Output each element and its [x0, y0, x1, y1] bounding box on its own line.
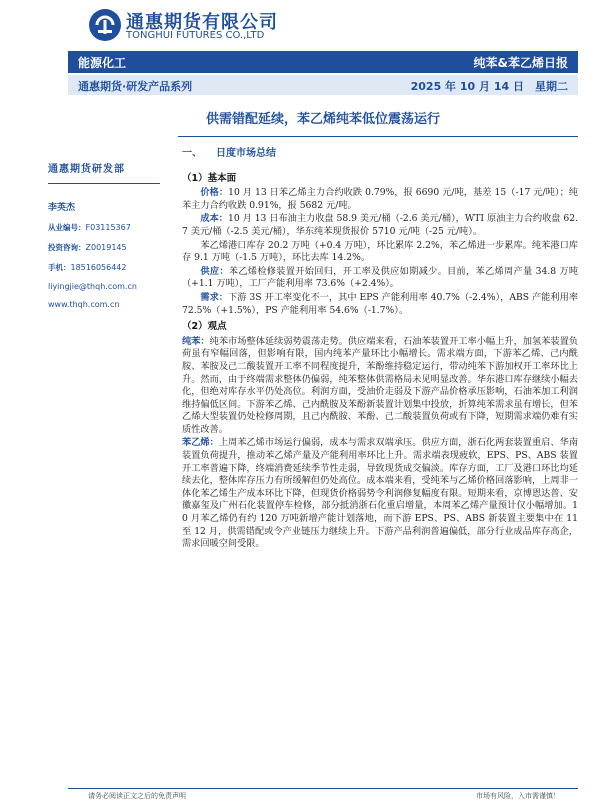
benzene-text: 纯苯市场整体延续弱势震荡走势。供应端来看，石油苯装置开工率小幅上升，加氢苯装置负荷虽有窄幅回落，但影响有限，国内纯苯产量环比小幅增长。需求端方面，下游苯乙烯、己内酰胺、苯胺及己二酸装置开工率不同程度提升，苯酚维持稳定运行，带动纯苯下游加权开工率环比上升。然而，由于终端需求整体仍偏弱，纯苯整体供需格局未见明显改善。华东港口库存继续小幅去化，但绝对库存水平仍处高位。利润方面，受油价走弱及下游产品价格承压影响，石油苯加工利润维持偏低区间。下游苯乙烯、己内酰胺及苯酚新装置计划集中投放，折算纯苯需求虽有增长，但苯乙烯大型装置仍处检修周期，且己内酰胺、苯酚、己二酸装置负荷或有下降，短期需求端仍难有实质性改善。 [182, 335, 579, 435]
price-paragraph [182, 187, 578, 212]
cost-paragraph [182, 213, 578, 238]
analyst-name: 李英杰 [48, 203, 76, 213]
supply-label: 供应： [200, 265, 229, 277]
analyst-sidebar [48, 160, 168, 309]
invest-value: Z0019145 [85, 243, 127, 252]
cert-number [48, 222, 168, 233]
company-website-link[interactable]: www.thqh.com.cn [48, 300, 120, 309]
sector-label: 能源化工 [78, 56, 127, 70]
header-band-primary [68, 51, 578, 73]
sidebar-divider [48, 183, 160, 184]
benzene-view-paragraph [182, 336, 578, 437]
demand-paragraph [182, 292, 578, 317]
company-name-en: TONGHUI FUTURES CO.,LTD [126, 30, 265, 41]
section-number: 一、 [182, 148, 202, 159]
demand-label: 需求： [200, 291, 229, 303]
team-name: 通惠期货研发部 [48, 164, 125, 175]
cert-value: F03115367 [85, 223, 131, 232]
invest-label: 投资咨询： [48, 243, 86, 252]
series-label: 通惠期货·研发产品系列 [78, 80, 193, 93]
price-label: 价格： [200, 187, 229, 199]
cost-text: 10 月 13 日布油主力收盘 58.9 美元/桶（-2.6 美元/桶），WTI 原油主力合约收盘 62.7 美元/桶（-2.5 美元/桶），华东纯苯现货报价 5710 元/吨（-25 元/吨）。 [182, 213, 579, 237]
section-heading [182, 148, 578, 161]
footer-risk-notice: 市场有风险，入市需谨慎！ [476, 792, 560, 800]
phone-number [48, 262, 168, 273]
header-band-secondary [68, 75, 578, 95]
views-heading: （2）观点 [182, 321, 227, 333]
styrene-view-paragraph [182, 437, 578, 550]
phone-value: 18516056442 [70, 263, 127, 272]
analyst-email[interactable]: liyingjie@thqh.com.cn [48, 282, 137, 291]
cert-label: 从业编号： [48, 223, 86, 232]
price-text: 10 月 13 日苯乙烯主力合约收跌 0.79%，报 6690 元/吨，基差 15（-17 元/吨）；纯苯主力合约收跌 0.91%，报 5682 元/吨。 [182, 187, 578, 211]
supply-paragraph [182, 266, 578, 291]
company-name-cn: 通惠期货有限公司 [126, 12, 278, 33]
inventory-paragraph: 苯乙烯港口库存 20.2 万吨（+0.4 万吨），环比累库 2.2%，苯乙烯进一步累库。纯苯港口库存 9.1 万吨（-1.5 万吨），环比去库 14.2%。 [182, 239, 578, 264]
section-title: 日度市场总结 [216, 148, 276, 159]
styrene-text: 上周苯乙烯市场运行偏弱，成本与需求双端承压。供应方面，浙石化两套装置重启、华南装置负荷提升，推动苯乙烯产量及产能利用率环比上升。需求端表现疲软，EPS、PS、ABS 装置开工率普遍下降，终端消费延续季节性走弱，导致现货成交偏淡。库存方面，工厂及港口环比均延续去化，整体库存压力有所缓解但仍处高位。成本端来看，受纯苯与乙烯价格回落影响，上周非一体化苯乙烯生产成本环比下降，但现货价格弱势令利润修复幅度有限。短期来看，京博恩达普、安徽嘉玺及广州石化装置停车检修，部分抵消浙石化重启增量，本周苯乙烯产量预计仅小幅增加。10 月苯乙烯仍有约 120 万吨新增产能计划落地，而下游 EPS、PS、ABS 新装置主要集中在 11 至 12 月，供需错配或令产业链压力继续上升。下游产品利润普遍偏低，部分行业成品库存高企，需求回暖空间受限。 [182, 437, 579, 550]
styrene-label: 苯乙烯： [182, 437, 219, 449]
invest-consult-number [48, 242, 168, 253]
benzene-label: 纯苯： [182, 335, 210, 347]
title-divider [178, 136, 578, 137]
report-body [182, 148, 578, 552]
basics-heading: （1）基本面 [182, 172, 237, 184]
demand-text: 下游 3S 开工率变化不一，其中 EPS 产能利用率 40.7%（-2.4%），ABS 产能利用率 72.5%（+1.5%），PS 产能利用率 54.6%（-1.7%）。 [182, 291, 579, 316]
company-logo-mark-icon [88, 8, 122, 42]
footer-divider [68, 788, 578, 789]
phone-label: 手机： [48, 263, 71, 272]
report-date: 2025 年 10 月 14 日 星期二 [410, 80, 568, 93]
report-name: 纯苯&苯乙烯日报 [473, 56, 568, 70]
supply-text: 苯乙烯检修装置开始回归，开工率及供应如期减少。目前，苯乙烯周产量 34.8 万吨（+1.1 万吨），工厂产能利用率 73.6%（+2.4%）。 [182, 265, 579, 290]
footer-disclaimer: 请务必阅读正文之后的免责声明 [88, 792, 186, 800]
company-logo [88, 8, 308, 44]
cost-label: 成本： [200, 213, 228, 225]
report-title: 供需错配延续，苯乙烯纯苯低位震荡运行 [205, 112, 440, 127]
